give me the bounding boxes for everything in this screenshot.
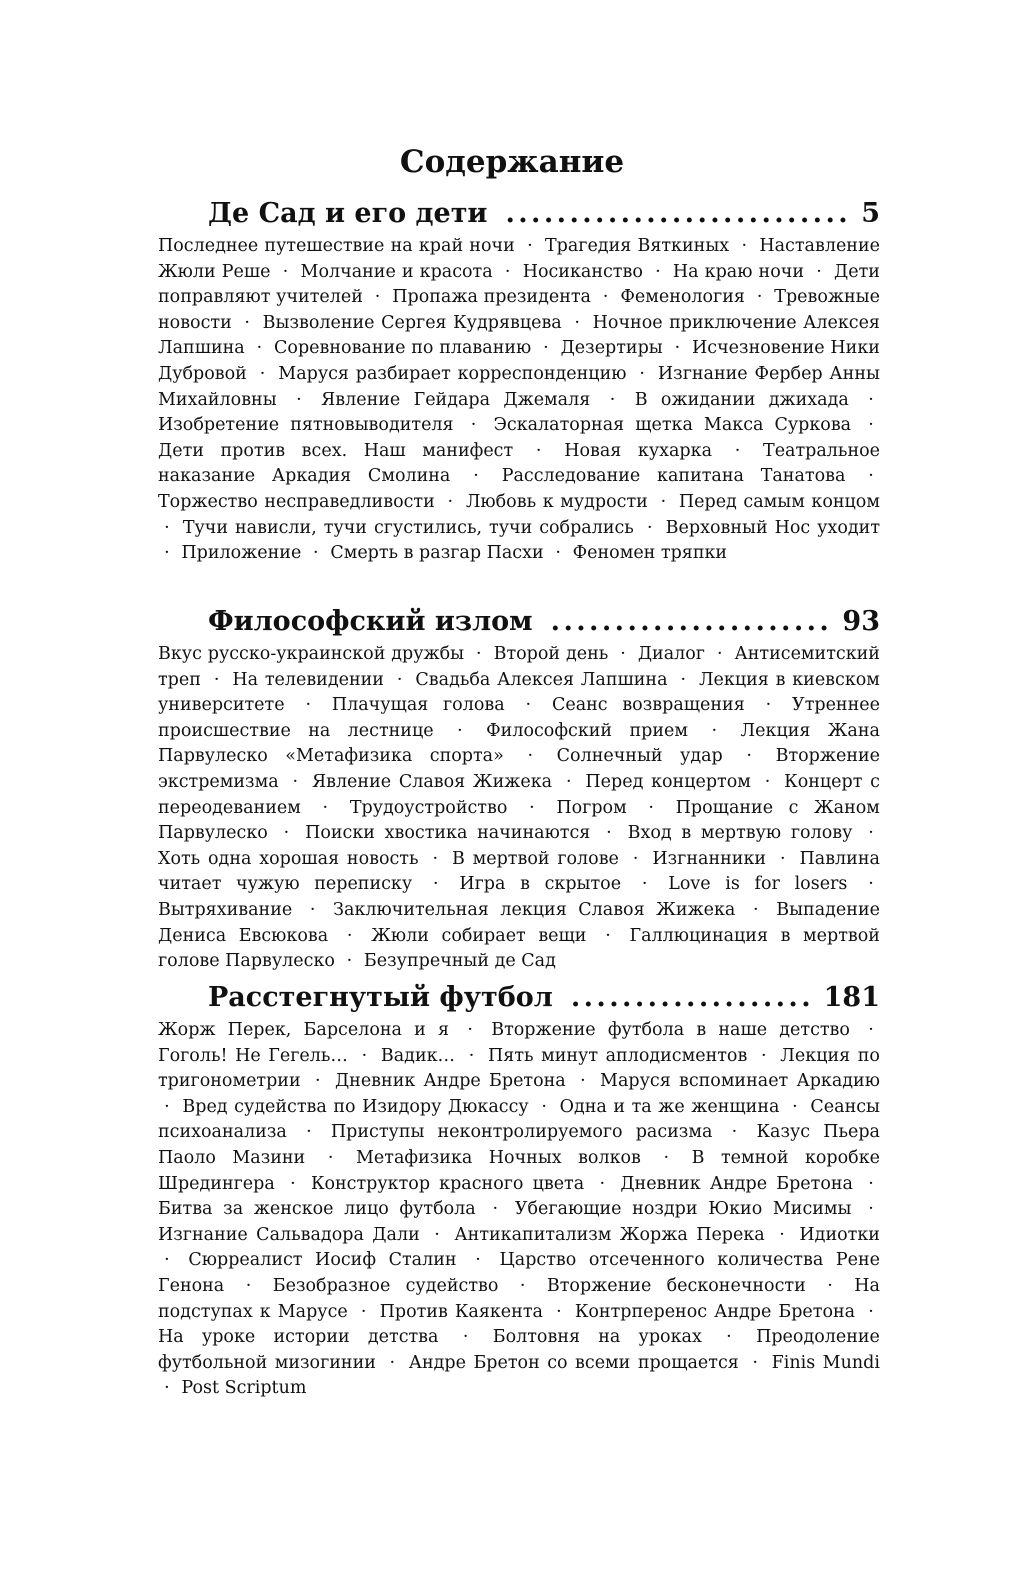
bullet-separator: · bbox=[731, 1122, 738, 1143]
chapter-entry: Исчезновение Ники Дубровой bbox=[158, 338, 880, 384]
chapter-entry: Хоть одна хорошая новость bbox=[158, 848, 419, 869]
chapter-entry: В ожидании джихада bbox=[634, 389, 849, 410]
bullet-separator: · bbox=[606, 823, 612, 844]
bullet-separator: · bbox=[529, 797, 535, 818]
chapter-entry: Лекция Жана Парвулеско «Метафизика спорта» bbox=[158, 720, 880, 767]
chapter-entry: Вход в мертвую голову bbox=[627, 823, 853, 844]
chapter-entry: В мертвой голове bbox=[451, 848, 619, 869]
chapter-entry: Контрперенос Андре Бретона bbox=[574, 1301, 856, 1322]
bullet-separator: · bbox=[432, 848, 439, 869]
bullet-separator: · bbox=[680, 669, 687, 690]
chapter-entry: Концерт с переодеванием bbox=[158, 771, 880, 818]
chapter-entry: Изгнанники bbox=[652, 848, 767, 869]
bullet-separator: · bbox=[541, 1096, 547, 1117]
bullet-separator: · bbox=[164, 517, 170, 538]
bullet-separator: · bbox=[374, 287, 381, 308]
chapter-entry: Погром bbox=[556, 797, 627, 818]
chapter-entry: Вкус русско-украинской дружбы bbox=[158, 644, 465, 664]
toc-section-2 bbox=[158, 604, 880, 975]
bullet-separator: · bbox=[259, 363, 266, 384]
bullet-separator: · bbox=[580, 1071, 586, 1092]
toc-section-3 bbox=[158, 980, 880, 1402]
chapter-entry: Идиотки bbox=[799, 1224, 880, 1245]
bullet-separator: · bbox=[868, 415, 874, 436]
chapter-entry: Вторжение футбола в наше детство bbox=[491, 1020, 850, 1040]
chapter-entry: Изгнание Сальвадора Дали bbox=[158, 1224, 420, 1245]
bullet-separator: · bbox=[527, 746, 534, 767]
bullet-separator: · bbox=[504, 261, 511, 282]
chapter-entry: Смерть в разгар Пасхи bbox=[330, 543, 544, 564]
page-number: 181 bbox=[823, 982, 880, 1013]
chapter-entry: Love is for losers bbox=[668, 874, 848, 895]
bullet-separator: · bbox=[361, 1045, 368, 1066]
chapter-entry: Феменология bbox=[620, 287, 745, 308]
chapter-entry: Тучи нависли, тучи сгустились, тучи собрались bbox=[182, 517, 634, 538]
chapter-entry: Лекция в киевском университете bbox=[158, 669, 880, 716]
bullet-separator: · bbox=[741, 236, 748, 256]
bullet-separator: · bbox=[632, 848, 639, 869]
toc-section-1 bbox=[158, 196, 880, 567]
chapter-entry: Безупречный де Сад bbox=[363, 951, 556, 972]
chapter-entry: Расследование капитана Танатова bbox=[501, 466, 846, 487]
chapter-entry: Эскалаторная щетка Макса Суркова bbox=[493, 415, 852, 436]
bullet-separator: · bbox=[290, 1173, 296, 1194]
bullet-separator: · bbox=[868, 1020, 874, 1040]
bullet-separator: · bbox=[244, 312, 250, 333]
bullet-separator: · bbox=[535, 440, 542, 461]
bullet-separator: · bbox=[470, 415, 477, 436]
bullet-separator: · bbox=[432, 874, 439, 895]
bullet-separator: · bbox=[779, 848, 786, 869]
bullet-separator: · bbox=[309, 899, 316, 920]
bullet-separator: · bbox=[296, 389, 302, 410]
chapter-entry: Антикапитализм Жоржа Перека bbox=[454, 1224, 765, 1245]
section-title: Расстегнутый футбол bbox=[208, 982, 553, 1013]
chapter-entry: На краю ночи bbox=[672, 261, 804, 282]
chapter-entry: Жюли собирает вещи bbox=[371, 925, 587, 946]
bullet-separator: · bbox=[674, 338, 681, 359]
bullet-separator: · bbox=[245, 1275, 252, 1296]
section-title: Философский излом bbox=[208, 606, 533, 637]
page-number: 5 bbox=[861, 198, 880, 229]
bullet-separator: · bbox=[641, 874, 648, 895]
bullet-separator: · bbox=[602, 287, 609, 308]
chapter-entry: Безобразное судейство bbox=[272, 1275, 499, 1296]
chapter-entry: Вторжение бесконечности bbox=[546, 1275, 806, 1296]
chapter-entry: Конструктор красного цвета bbox=[310, 1173, 585, 1194]
bullet-separator: · bbox=[434, 1224, 440, 1245]
chapter-entry: Философский прием bbox=[486, 720, 688, 741]
bullet-separator: · bbox=[868, 823, 874, 844]
bullet-separator: · bbox=[313, 543, 319, 564]
bullet-separator: · bbox=[779, 1224, 785, 1245]
chapter-entry: Post Scriptum bbox=[181, 1378, 307, 1399]
bullet-separator: · bbox=[816, 261, 822, 282]
chapter-entry: Соревнование по плаванию bbox=[274, 338, 532, 359]
bullet-separator: · bbox=[868, 1173, 874, 1194]
chapter-entry: Перед концертом bbox=[585, 771, 751, 792]
leader-dots bbox=[551, 604, 831, 640]
chapter-entry: Вред судейства по Изидору Дюкассу bbox=[182, 1096, 529, 1117]
chapter-entry: Феномен тряпки bbox=[572, 543, 728, 564]
bullet-separator: · bbox=[792, 1096, 798, 1117]
bullet-separator: · bbox=[282, 261, 289, 282]
chapter-entry: Метафизика Ночных волков bbox=[356, 1147, 641, 1168]
bullet-separator: · bbox=[256, 338, 263, 359]
chapter-entry: Тревожные новости bbox=[158, 287, 880, 333]
chapter-entry: Диалог bbox=[637, 644, 705, 664]
bullet-separator: · bbox=[663, 1147, 670, 1168]
chapter-entry: Дети поправляют учителей bbox=[158, 261, 880, 308]
chapter-entry: Ночное приключение Алексея Лапшина bbox=[158, 312, 880, 359]
chapter-entry: Преодоление футбольной мизогинии bbox=[158, 1327, 880, 1373]
chapter-entry: Вадик… bbox=[380, 1045, 456, 1066]
bullet-separator: · bbox=[868, 389, 874, 410]
chapter-entry: Наставление Жюли Реше bbox=[158, 236, 880, 282]
chapter-entry: Маруся разбирает корреспонденцию bbox=[278, 363, 627, 384]
chapter-entry: Утреннее происшествие на лестнице bbox=[158, 695, 880, 741]
chapter-entry: Носиканство bbox=[522, 261, 643, 282]
bullet-separator: · bbox=[734, 440, 741, 461]
bullet-separator: · bbox=[525, 695, 532, 716]
chapter-entry: В темной коробке Шредингера bbox=[158, 1147, 880, 1194]
chapter-entry: Дети против всех. Наш манифест bbox=[158, 440, 514, 461]
bullet-separator: · bbox=[655, 261, 661, 282]
chapter-entry: Жорж Перек, Барселона и я bbox=[158, 1020, 450, 1040]
chapter-entry: Новая кухарка bbox=[564, 440, 712, 461]
chapter-entry: Трудоустройство bbox=[349, 797, 508, 818]
bullet-separator: · bbox=[164, 1250, 170, 1271]
chapter-list bbox=[158, 234, 880, 567]
chapter-entry: Торжество несправедливости bbox=[158, 491, 435, 512]
bullet-separator: · bbox=[764, 771, 771, 792]
page-title: Содержание bbox=[399, 144, 625, 180]
bullet-separator: · bbox=[164, 1378, 170, 1399]
bullet-separator: · bbox=[447, 491, 454, 512]
section-title: Де Сад и его дети bbox=[208, 198, 488, 229]
chapter-entry: Сеансы психоанализа bbox=[158, 1096, 880, 1143]
bullet-separator: · bbox=[868, 874, 874, 895]
bullet-separator: · bbox=[756, 287, 763, 308]
leader-dots bbox=[505, 196, 849, 232]
chapter-entry: Верховный Нос уходит bbox=[665, 517, 880, 538]
chapter-entry: Вытряхивание bbox=[158, 899, 293, 920]
bullet-separator: · bbox=[473, 466, 479, 487]
chapter-entry: Явление Славоя Жижека bbox=[311, 771, 553, 792]
chapter-entry: Дневник Андре Бретона bbox=[334, 1071, 566, 1092]
bullet-separator: · bbox=[868, 1199, 874, 1220]
bullet-separator: · bbox=[868, 1301, 874, 1322]
bullet-separator: · bbox=[599, 1173, 606, 1194]
chapter-list bbox=[158, 1018, 880, 1402]
bullet-separator: · bbox=[609, 389, 616, 410]
chapter-entry: Последнее путешествие на край ночи bbox=[158, 236, 515, 256]
chapter-entry: Выпадение Дениса Евсюкова bbox=[158, 899, 880, 946]
chapter-entry: На уроке истории детства bbox=[158, 1327, 439, 1348]
bullet-separator: · bbox=[305, 695, 312, 716]
leader-dots bbox=[571, 980, 812, 1016]
bullet-separator: · bbox=[605, 925, 611, 946]
bullet-separator: · bbox=[360, 1301, 367, 1322]
bullet-separator: · bbox=[467, 1020, 473, 1040]
bullet-separator: · bbox=[711, 720, 718, 741]
chapter-entry: Антисемитский треп bbox=[158, 644, 880, 690]
bullet-separator: · bbox=[476, 644, 482, 664]
chapter-entry: Казус Пьера Паоло Мазини bbox=[158, 1122, 880, 1168]
chapter-entry: Finis Mundi bbox=[771, 1352, 880, 1373]
chapter-entry: Гоголь! Не Гегель… bbox=[158, 1045, 348, 1066]
chapter-entry: Лекция по тригонометрии bbox=[158, 1045, 880, 1092]
chapter-entry: Игра в скрытое bbox=[459, 874, 622, 895]
chapter-entry: Галлюцинация в мертвой голове Парвулеско bbox=[158, 925, 880, 972]
chapter-entry: Сеанс возвращения bbox=[551, 695, 745, 716]
bullet-separator: · bbox=[327, 1147, 334, 1168]
chapter-entry: Против Каякента bbox=[379, 1301, 543, 1322]
chapter-entry: Изгнание Фербер Анны Михайловны bbox=[158, 363, 880, 410]
chapter-entry: Дезертиры bbox=[560, 338, 663, 359]
chapter-entry: Изобретение пятновыводителя bbox=[158, 415, 454, 436]
bullet-separator: · bbox=[396, 669, 403, 690]
chapter-list bbox=[158, 642, 880, 975]
chapter-entry: Сюрреалист Иосиф Сталин bbox=[188, 1250, 457, 1271]
bullet-separator: · bbox=[306, 1122, 312, 1143]
chapter-entry: Пропажа президента bbox=[392, 287, 591, 308]
bullet-separator: · bbox=[346, 925, 353, 946]
bullet-separator: · bbox=[346, 951, 353, 972]
bullet-separator: · bbox=[457, 720, 463, 741]
bullet-separator: · bbox=[468, 1045, 475, 1066]
bullet-separator: · bbox=[565, 771, 572, 792]
chapter-entry: Явление Гейдара Джемаля bbox=[321, 389, 591, 410]
bullet-separator: · bbox=[648, 797, 654, 818]
bullet-separator: · bbox=[761, 1045, 767, 1066]
bullet-separator: · bbox=[868, 466, 874, 487]
chapter-entry: Битва за женское лицо футбола bbox=[158, 1199, 476, 1220]
chapter-entry: Одна и та же женщина bbox=[559, 1096, 780, 1117]
chapter-entry: Вторжение экстремизма bbox=[158, 746, 880, 792]
bullet-separator: · bbox=[164, 1096, 170, 1117]
toc-heading[interactable] bbox=[208, 980, 880, 1016]
bullet-separator: · bbox=[716, 644, 723, 664]
chapter-entry: Царство отсеченного количества Рене Генона bbox=[158, 1250, 880, 1296]
chapter-entry: Солнечный удар bbox=[556, 746, 723, 767]
chapter-entry: Болтовня на уроках bbox=[492, 1327, 702, 1348]
chapter-entry: Любовь к мудрости bbox=[465, 491, 648, 512]
bullet-separator: · bbox=[620, 644, 626, 664]
chapter-entry: Плачущая голова bbox=[331, 695, 505, 716]
chapter-entry: Приступы неконтролируемого расизма bbox=[330, 1122, 713, 1143]
bullet-separator: · bbox=[475, 1250, 481, 1271]
bullet-separator: · bbox=[646, 517, 653, 538]
chapter-entry: Андре Бретон со всеми прощается bbox=[408, 1352, 739, 1373]
bullet-separator: · bbox=[543, 338, 549, 359]
bullet-separator: · bbox=[292, 771, 299, 792]
chapter-entry: Второй день bbox=[493, 644, 609, 664]
bullet-separator: · bbox=[556, 1301, 562, 1322]
chapter-entry: На телевидении bbox=[232, 669, 384, 690]
bullet-separator: · bbox=[827, 1275, 833, 1296]
bullet-separator: · bbox=[492, 1199, 499, 1220]
bullet-separator: · bbox=[164, 543, 170, 564]
bullet-separator: · bbox=[322, 797, 329, 818]
toc-heading[interactable] bbox=[208, 604, 880, 640]
chapter-entry: Маруся вспоминает Аркадию bbox=[600, 1071, 880, 1092]
chapter-entry: Прощание с Жаном Парвулеско bbox=[158, 797, 880, 844]
chapter-entry: На подступах к Марусе bbox=[158, 1275, 880, 1322]
chapter-entry: Поиски хвостика начинаются bbox=[305, 823, 591, 844]
bullet-separator: · bbox=[213, 669, 220, 690]
toc-heading[interactable] bbox=[208, 196, 880, 232]
chapter-entry: Трагедия Вяткиных bbox=[544, 236, 730, 256]
bullet-separator: · bbox=[752, 1352, 758, 1373]
bullet-separator: · bbox=[765, 695, 772, 716]
bullet-separator: · bbox=[753, 899, 759, 920]
page-number: 93 bbox=[842, 606, 880, 637]
chapter-entry: Павлина читает чужую переписку bbox=[158, 848, 880, 895]
chapter-entry: Вызволение Сергея Кудрявцева bbox=[262, 312, 562, 333]
bullet-separator: · bbox=[389, 1352, 396, 1373]
bullet-separator: · bbox=[639, 363, 645, 384]
bullet-separator: · bbox=[519, 1275, 526, 1296]
chapter-entry: Свадьба Алексея Лапшина bbox=[415, 669, 668, 690]
chapter-entry: Убегающие ноздри Юкио Мисимы bbox=[514, 1199, 852, 1220]
chapter-entry: Молчание и красота bbox=[300, 261, 493, 282]
bullet-separator: · bbox=[283, 823, 290, 844]
bullet-separator: · bbox=[726, 1327, 732, 1348]
bullet-separator: · bbox=[660, 491, 667, 512]
bullet-separator: · bbox=[315, 1071, 321, 1092]
chapter-entry: Пять минут аплодисментов bbox=[488, 1045, 748, 1066]
bullet-separator: · bbox=[574, 312, 580, 333]
chapter-entry: Дневник Андре Бретона bbox=[620, 1173, 853, 1194]
bullet-separator: · bbox=[462, 1327, 469, 1348]
chapter-entry: Театральное наказание Аркадия Смолина bbox=[158, 440, 880, 487]
bullet-separator: · bbox=[555, 543, 561, 564]
chapter-entry: Заключительная лекция Славоя Жижека bbox=[333, 899, 736, 920]
chapter-entry: Приложение bbox=[181, 543, 302, 564]
bullet-separator: · bbox=[746, 746, 752, 767]
chapter-entry: Перед самым концом bbox=[678, 491, 880, 512]
bullet-separator: · bbox=[527, 236, 533, 256]
